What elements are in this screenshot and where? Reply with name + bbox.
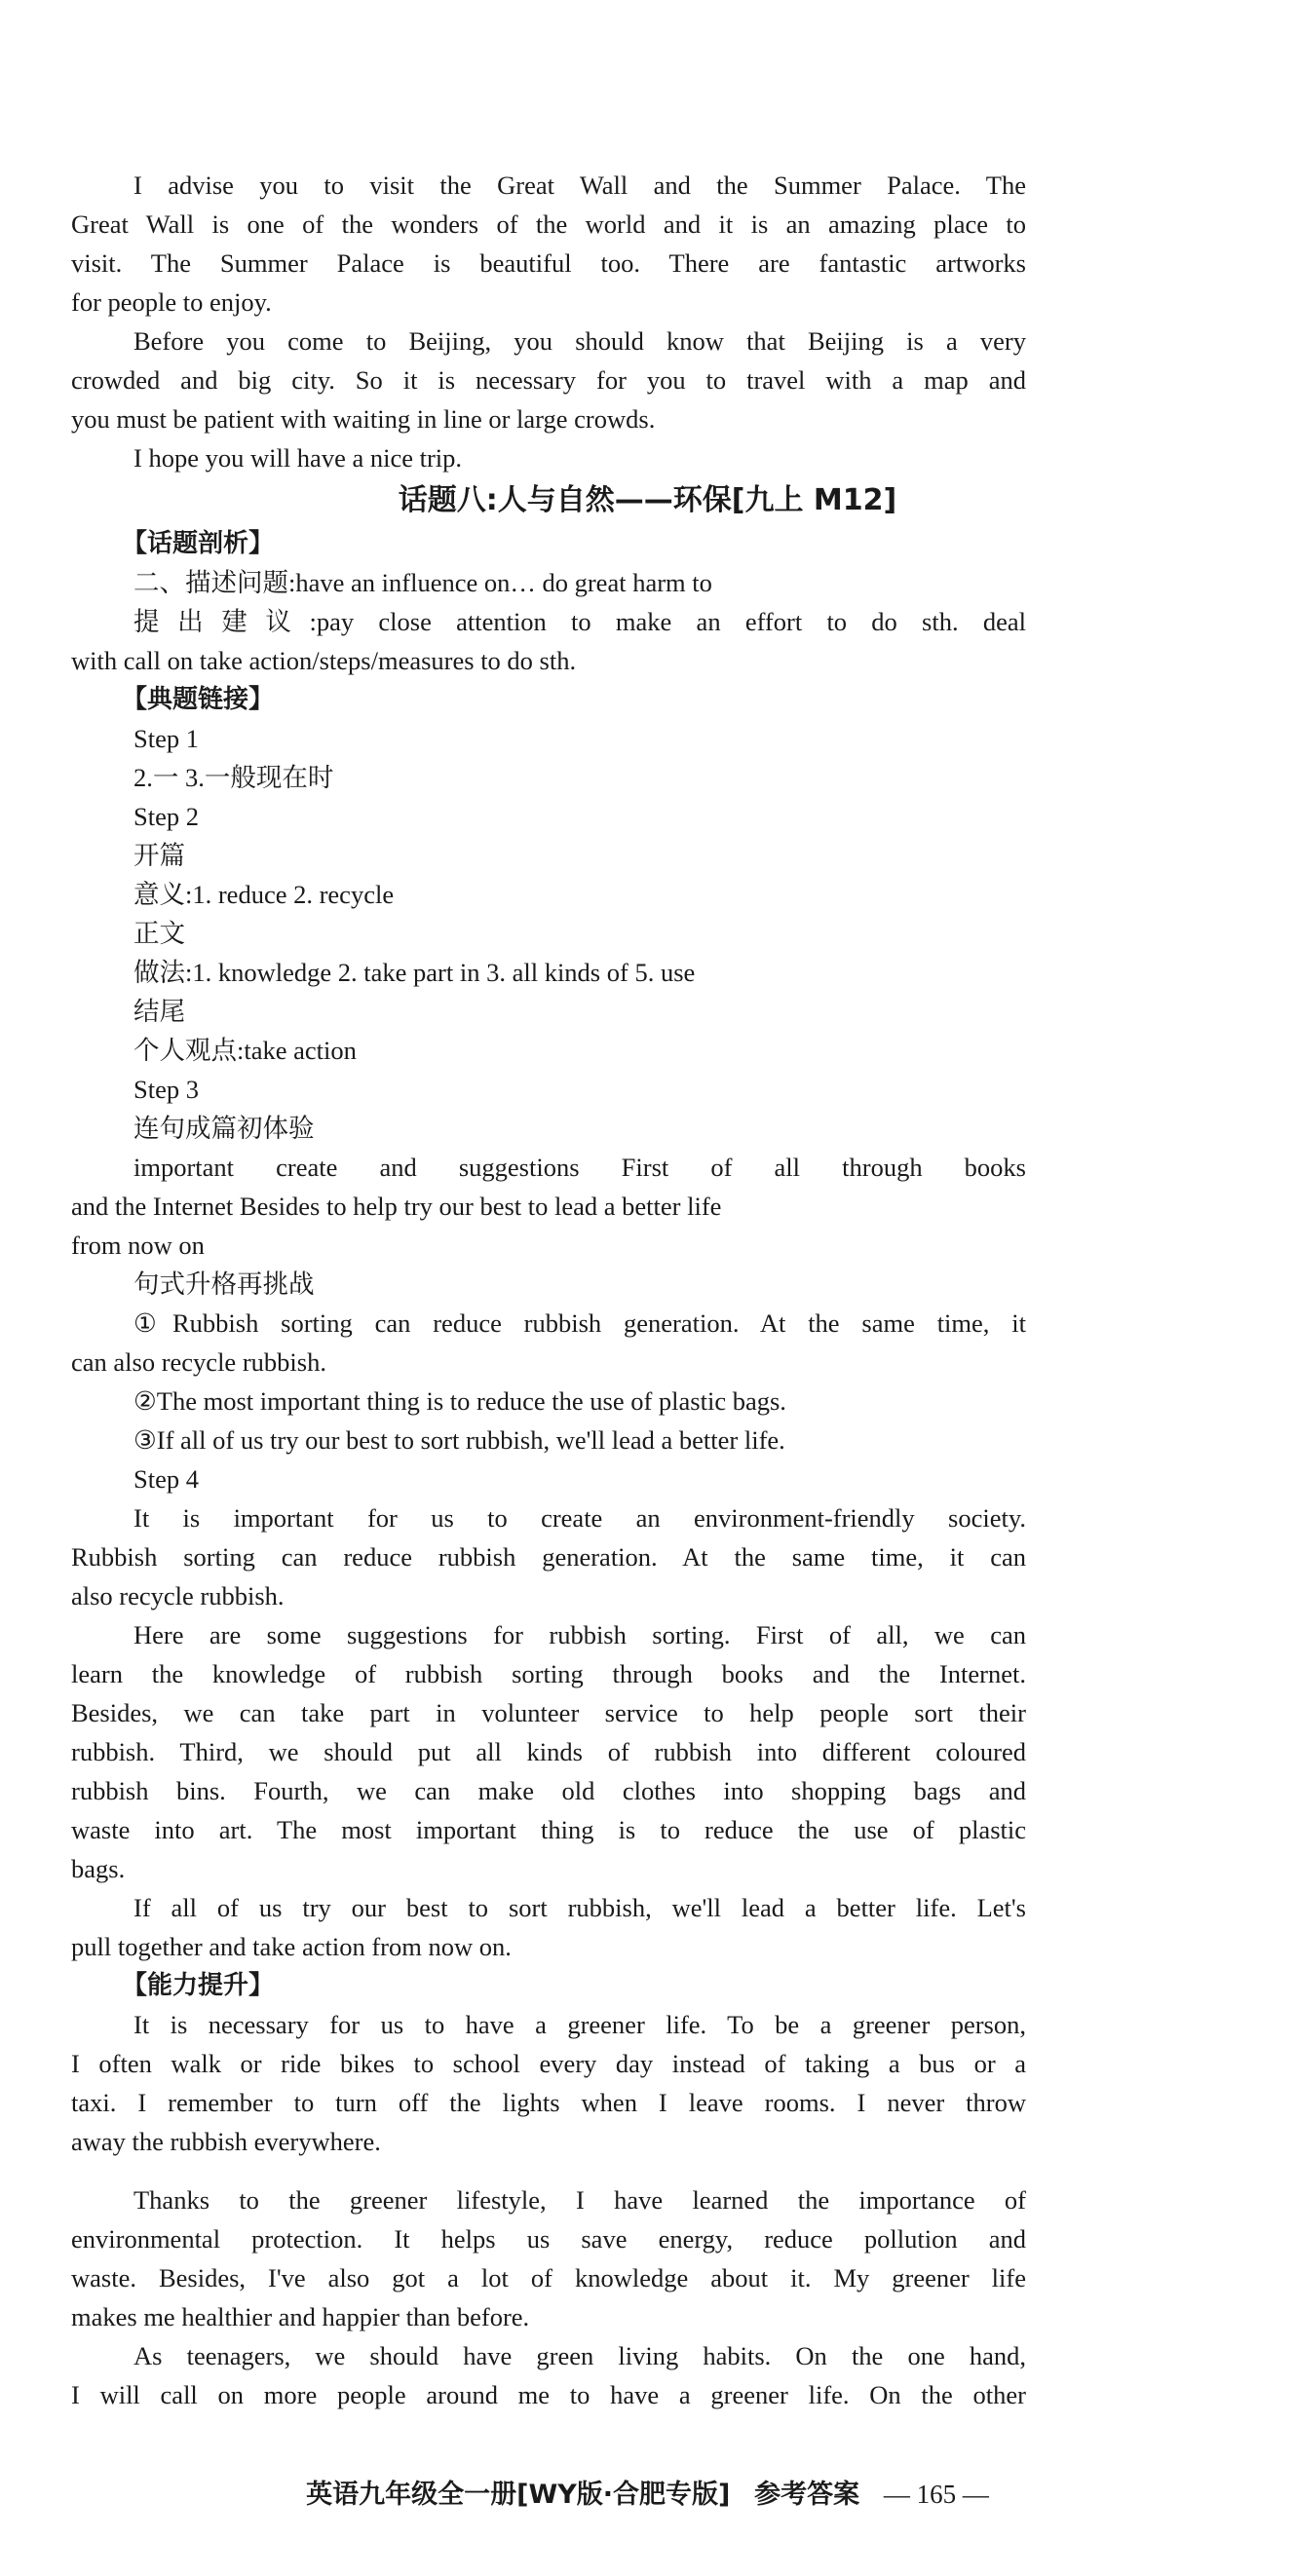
topic-title: 话题八:人与自然——环保[九上 M12] xyxy=(398,483,897,517)
upgrade-line: ①Rubbish sorting can reduce rubbish generation. At the same time, it xyxy=(133,1308,1026,1338)
phrase-line: from now on xyxy=(71,1231,205,1260)
essay-line: It is important for us to create an environment-friendly society. xyxy=(133,1503,1026,1533)
phrase-line: and the Internet Besides to help try our best to lead a better life xyxy=(71,1192,722,1221)
paragraph-line: you must be patient with waiting in line or large crowds. xyxy=(71,404,656,434)
essay-line: As teenagers, we should have green living habits. On the one hand, xyxy=(133,2341,1026,2370)
step-subheading: 结尾 xyxy=(133,997,185,1026)
essay-line: away the rubbish everywhere. xyxy=(71,2127,381,2156)
upgrade-line: ③If all of us try our best to sort rubbish, we'll lead a better life. xyxy=(133,1425,785,1455)
essay-line: If all of us try our best to sort rubbish, we'll lead a better life. Let's xyxy=(133,1893,1026,1922)
essay-line: Rubbish sorting can reduce rubbish generation. At the same time, it can xyxy=(71,1542,1026,1572)
essay-line: waste into art. The most important thing is to reduce the use of plastic xyxy=(71,1815,1026,1844)
analysis-line: with call on take action/steps/measures to do sth. xyxy=(71,646,577,675)
paragraph-line: Before you come to Beijing, you should know that Beijing is a very xyxy=(133,326,1026,356)
paragraph-line: I advise you to visit the Great Wall and the Summer Palace. The xyxy=(133,170,1026,200)
step-label: Step 1 xyxy=(133,724,199,753)
section-heading-analysis: 【话题剖析】 xyxy=(122,529,275,558)
step-answer: 做法:1. knowledge 2. take part in 3. all kinds of 5. use xyxy=(133,958,696,987)
essay-line: rubbish bins. Fourth, we can make old clothes into shopping bags and xyxy=(71,1776,1026,1805)
step-answer: 2.一 3.一般现在时 xyxy=(133,763,334,792)
essay-line: taxi. I remember to turn off the lights when I leave rooms. I never throw xyxy=(71,2088,1026,2117)
footer-book-title: 英语九年级全一册[WY版·合肥专版] xyxy=(306,2480,731,2510)
essay-line: bags. xyxy=(71,1854,126,1883)
step-answer: 意义:1. reduce 2. recycle xyxy=(133,880,395,909)
step-subheading: 正文 xyxy=(133,919,185,948)
essay-line: Thanks to the greener lifestyle, I have learned the importance of xyxy=(133,2185,1026,2215)
analysis-line: 提出建议:pay close attention to make an effort to do sth. deal xyxy=(133,607,1026,636)
paragraph-line: visit. The Summer Palace is beautiful too. There are fantastic artworks xyxy=(71,248,1026,278)
paragraph-line: for people to enjoy. xyxy=(71,287,272,317)
phrase-line: important create and suggestions First of all through books xyxy=(133,1153,1026,1182)
paragraph-line: crowded and big city. So it is necessary for you to travel with a map and xyxy=(71,365,1026,395)
essay-line: waste. Besides, I've also got a lot of knowledge about it. My greener life xyxy=(71,2263,1026,2292)
essay-line: Here are some suggestions for rubbish sorting. First of all, we can xyxy=(133,1620,1026,1649)
step-subheading: 开篇 xyxy=(133,841,185,870)
essay-line: I often walk or ride bikes to school every day instead of taking a bus or a xyxy=(71,2049,1026,2078)
section-heading-ability: 【能力提升】 xyxy=(122,1971,275,2000)
page-footer xyxy=(0,2475,1295,2515)
essay-line: also recycle rubbish. xyxy=(71,1581,285,1610)
step-label: Step 4 xyxy=(133,1464,199,1494)
page-number: — 165 — xyxy=(883,2480,989,2509)
step-label: Step 2 xyxy=(133,802,199,831)
step-answer: 个人观点:take action xyxy=(133,1036,357,1065)
footer-label: 参考答案 xyxy=(754,2480,860,2510)
step-subheading: 连句成篇初体验 xyxy=(133,1114,315,1143)
essay-line: Besides, we can take part in volunteer service to help people sort their xyxy=(71,1698,1026,1727)
paragraph-line: Great Wall is one of the wonders of the world and it is an amazing place to xyxy=(71,209,1026,239)
essay-line: makes me healthier and happier than before. xyxy=(71,2302,530,2331)
analysis-line: 二、描述问题:have an influence on… do great harm to xyxy=(133,568,712,597)
step-subheading: 句式升格再挑战 xyxy=(133,1269,315,1299)
paragraph-line: I hope you will have a nice trip. xyxy=(133,443,463,473)
step-label: Step 3 xyxy=(133,1075,199,1104)
essay-line: rubbish. Third, we should put all kinds of rubbish into different coloured xyxy=(71,1737,1026,1766)
upgrade-line: ②The most important thing is to reduce the use of plastic bags. xyxy=(133,1386,786,1416)
essay-line: pull together and take action from now on. xyxy=(71,1932,512,1961)
essay-line: It is necessary for us to have a greener life. To be a greener person, xyxy=(133,2010,1026,2039)
section-heading-examples: 【典题链接】 xyxy=(122,685,275,714)
essay-line: learn the knowledge of rubbish sorting through books and the Internet. xyxy=(71,1659,1026,1688)
essay-line: environmental protection. It helps us save energy, reduce pollution and xyxy=(71,2224,1026,2254)
essay-line: I will call on more people around me to have a greener life. On the other xyxy=(71,2380,1026,2409)
upgrade-line: can also recycle rubbish. xyxy=(71,1347,326,1377)
